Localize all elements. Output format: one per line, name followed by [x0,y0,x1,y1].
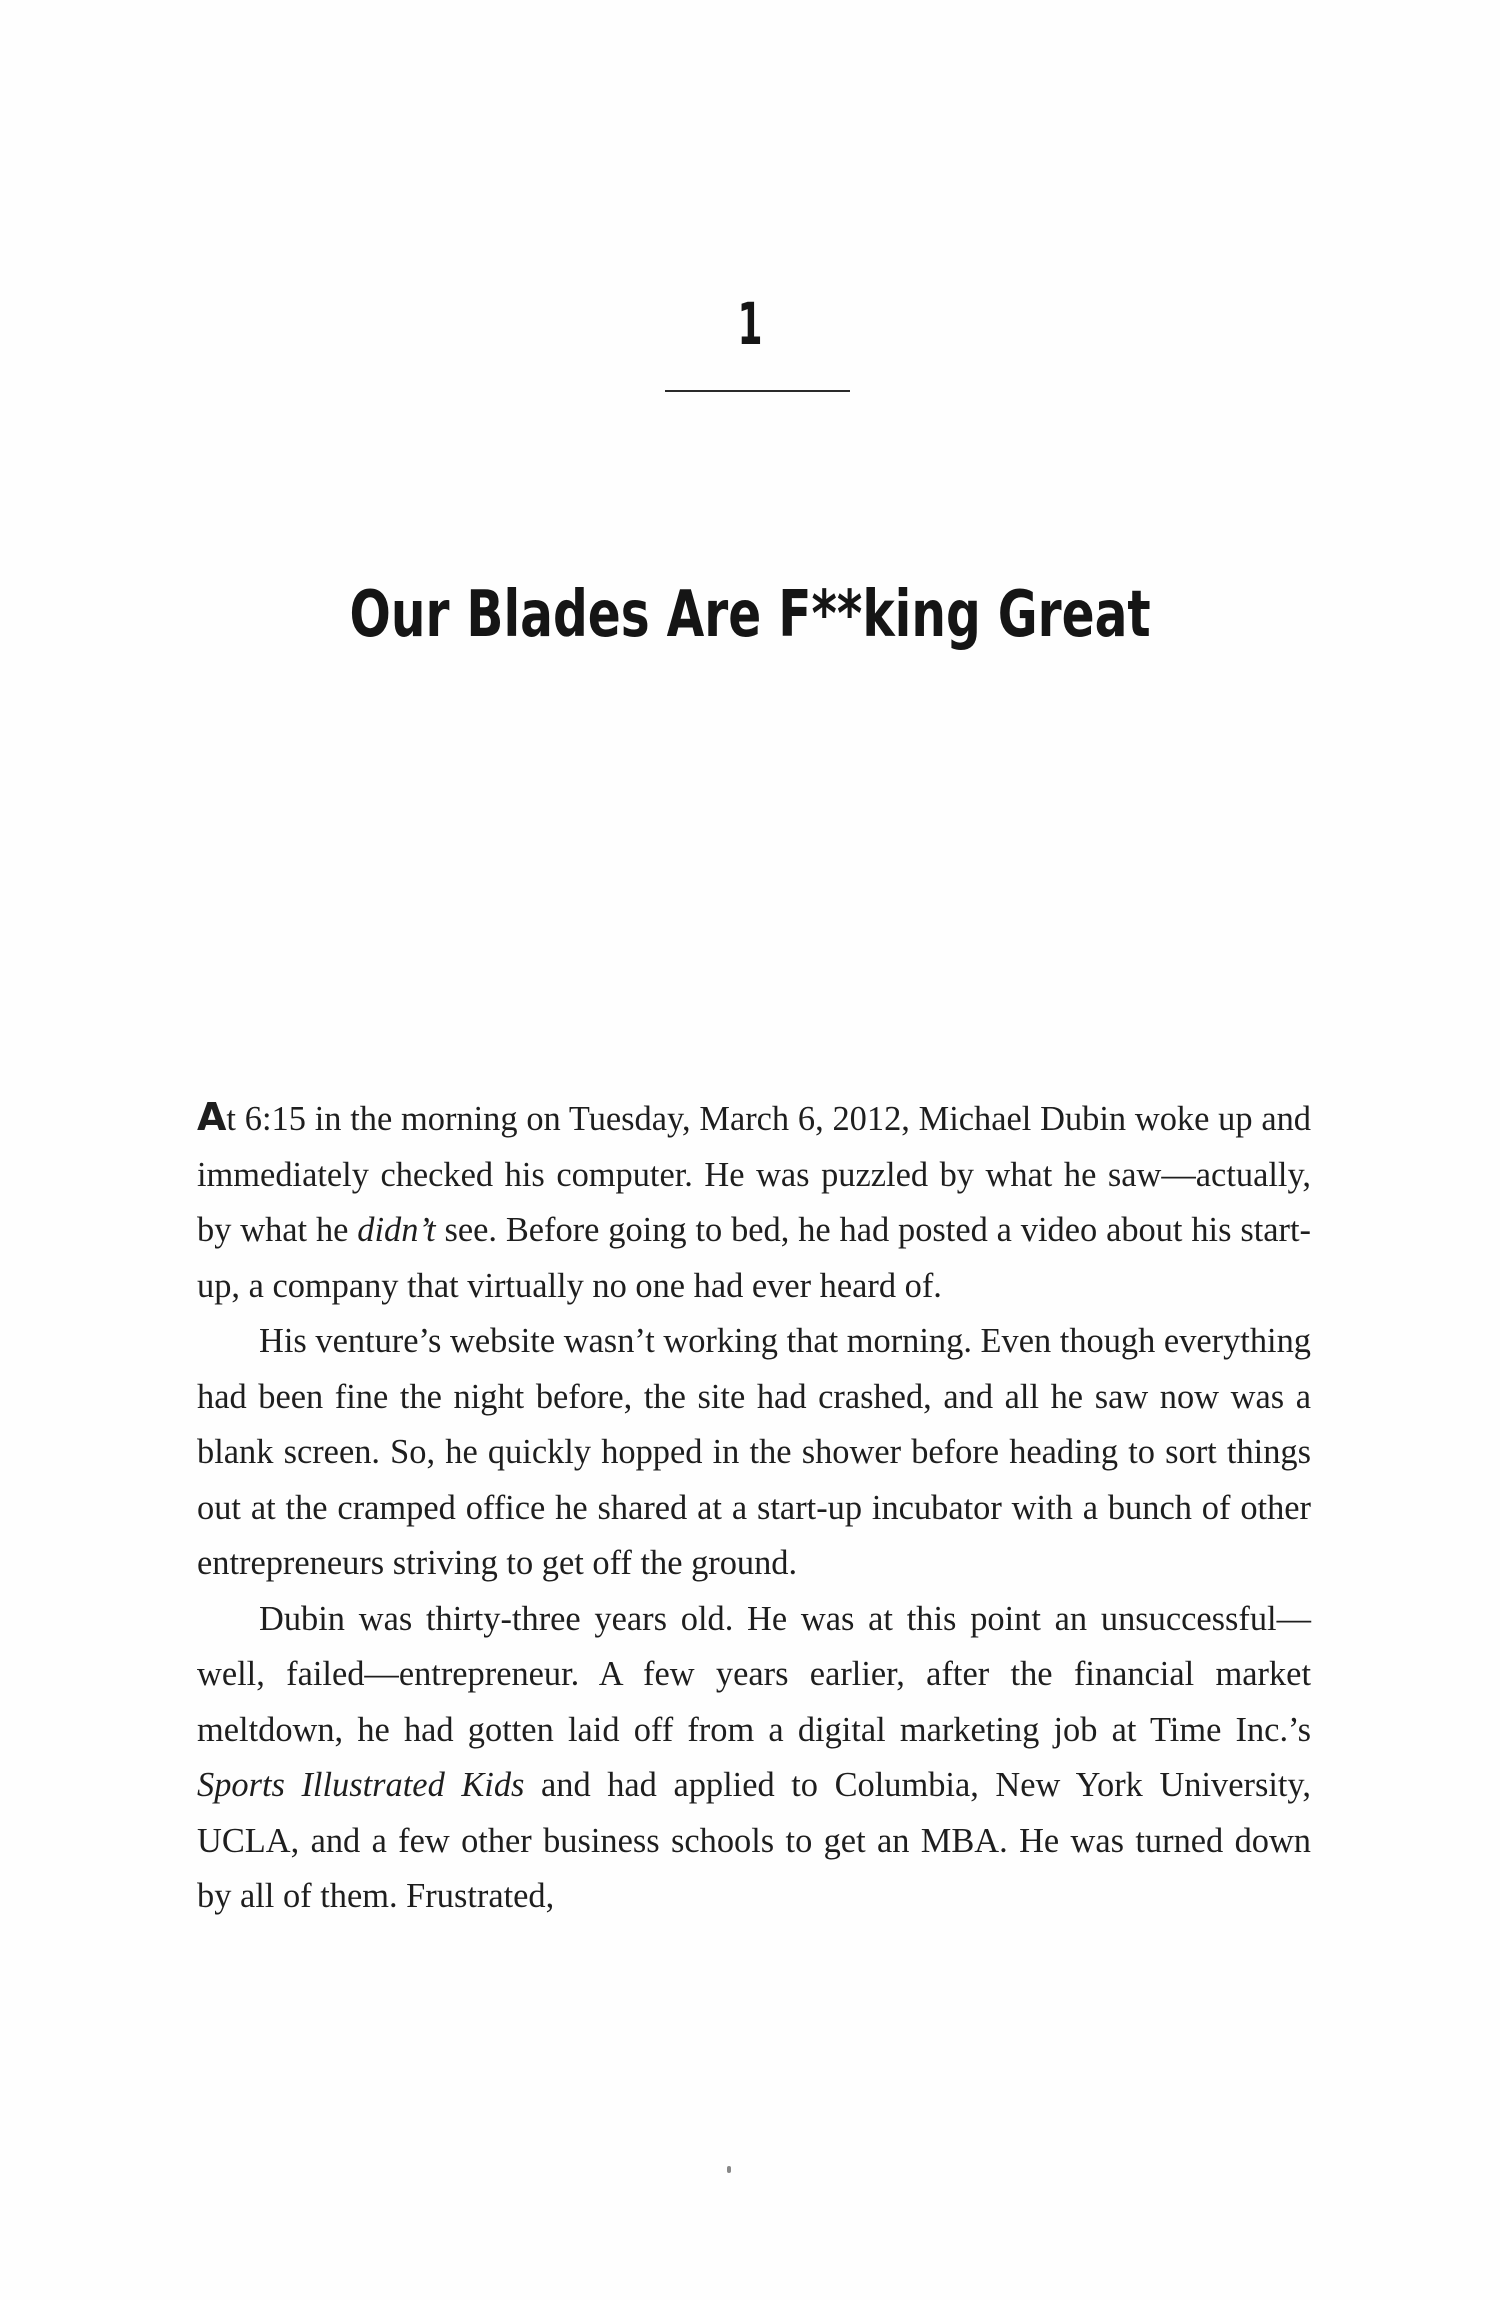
chapter-rule [665,390,850,392]
chapter-body [197,1090,1311,1925]
chapter-title [0,578,1500,652]
chapter-title-text: Our Blades Are F**king Great [349,578,1151,652]
page-speck [727,2166,731,2173]
paragraph-1-text-b: see. Before going to bed, he had posted a video about his start-up, a company that virtually no one had ever heard of. [197,1211,1311,1305]
paragraph-3 [197,1592,1311,1925]
paragraph-1-italic: didn’t [357,1211,436,1249]
paragraph-1-text-a: t 6:15 in the morning on Tuesday, March 6, 2012, Michael Dubin woke up and immediately checked his computer. He was puzzled by what he saw—actually, by what he [197,1100,1311,1249]
chapter-number: 1 [737,290,763,358]
paragraph-1 [197,1090,1311,1314]
paragraph-3-text-b: and had applied to Columbia, New York University, UCLA, and a few other business schools to get an MBA. He was turned down by all of them. Frustrated, [197,1766,1311,1915]
paragraph-3-text-a: Dubin was thirty-three years old. He was at this point an unsuccessful—well, failed—entrepreneur. A few years earlier, after the financial market meltdown, he had gotten laid off from a digital marketing job at Time Inc.’s [197,1599,1311,1749]
paragraph-2: His venture’s website wasn’t working that morning. Even though everything had been fine the night before, the site had crashed, and all he saw now was a blank screen. So, he quickly hopped in the shower before heading to sort things out at the cramped office he shared at a start-up incubator with a bunch of other entrepreneurs striving to get off the ground. [197,1322,1311,1582]
paragraph-3-italic: Sports Illustrated Kids [197,1766,525,1804]
drop-initial: A [197,1095,227,1139]
